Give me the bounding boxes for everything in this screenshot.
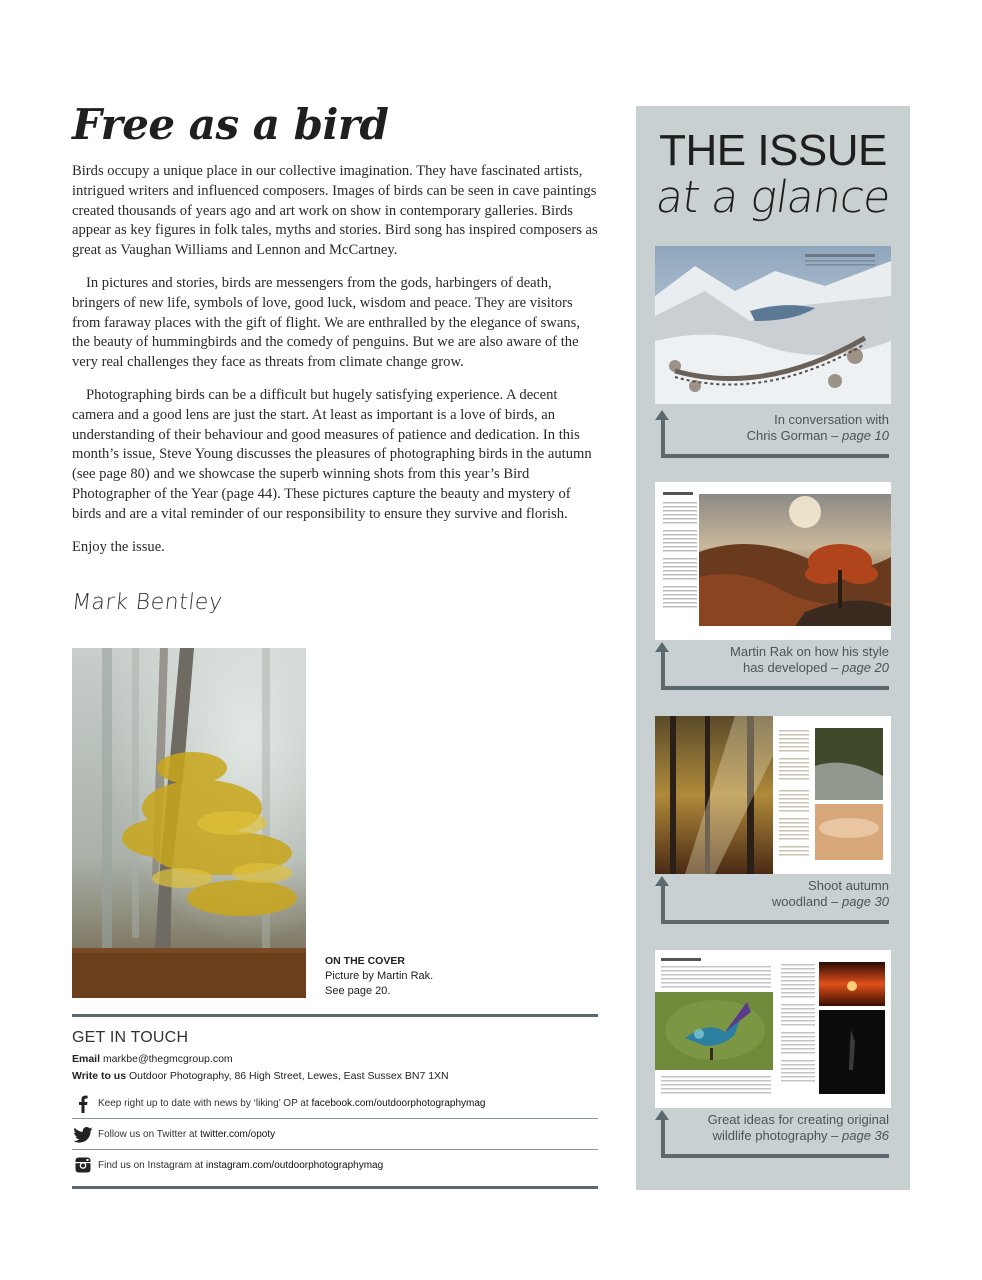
- editorial-signoff: Enjoy the issue.: [72, 538, 165, 555]
- teaser-line-2: woodland – page 30: [771, 894, 889, 909]
- teaser-page: page 36: [842, 1128, 889, 1143]
- contact-bottom-rule: [72, 1186, 598, 1189]
- cover-caption: [325, 954, 433, 999]
- editor-signature: Mark Bentley: [70, 590, 224, 615]
- issue-at-a-glance-panel: [636, 106, 910, 1190]
- teaser-text: [747, 412, 889, 444]
- glance-thumb-1[interactable]: [655, 246, 891, 404]
- teaser-underline: [661, 920, 889, 924]
- cover-caption-title: ON THE COVER: [325, 955, 405, 967]
- teaser-line-2: has developed – page 20: [742, 660, 889, 675]
- glance-thumb-2[interactable]: [655, 482, 891, 640]
- panel-subtitle: at a glance: [652, 172, 894, 223]
- twitter-row: [72, 1120, 598, 1150]
- editorial-paragraph: Photographing birds can be a difficult but hugely satisfying experience. A decent camera and a good lens are just the start. At least as important is a love of birds, an understanding of their behaviour and good measures of patience and dedication. In this month’s issue, Steve Young discusses the pleasures of photographing birds in the autumn (see page 80) and we showcase the superb winning shots from this year’s Bird Photographer of the Year (page 44). These pictures capture the beauty and mystery of birds and are a vital reminder of our responsibility to ensure they survive and florish.: [72, 386, 592, 522]
- teaser-arrow-stem: [661, 420, 665, 458]
- instagram-link[interactable]: instagram.com/outdoorphotographymag: [205, 1159, 384, 1171]
- teaser-line-1: Great ideas for creating original: [707, 1112, 889, 1127]
- teaser-line-1: In conversation with: [774, 412, 889, 427]
- editorial-body: [72, 162, 598, 570]
- contact-write-label: Write to us: [72, 1070, 127, 1082]
- glance-teaser-4[interactable]: [655, 1110, 891, 1158]
- teaser-line-1: Martin Rak on how his style: [730, 644, 889, 659]
- teaser-arrow-stem: [661, 652, 665, 690]
- glance-teaser-1[interactable]: [655, 410, 891, 458]
- facebook-icon: [72, 1093, 94, 1115]
- contact-heading: GET IN TOUCH: [72, 1029, 189, 1046]
- teaser-arrow-stem: [661, 886, 665, 924]
- editorial-headline: Free as a bird: [72, 100, 389, 149]
- teaser-text: [772, 878, 889, 910]
- instagram-text: Find us on Instagram at: [98, 1159, 204, 1171]
- facebook-row: [72, 1089, 598, 1119]
- cover-caption-credit: Picture by Martin Rak.: [325, 970, 434, 982]
- contact-email-link[interactable]: markbe@thegmcgroup.com: [102, 1053, 233, 1065]
- teaser-line-1: Shoot autumn: [808, 878, 889, 893]
- contact-top-rule: [72, 1014, 598, 1017]
- glance-thumb-4[interactable]: [655, 950, 891, 1108]
- teaser-line-2: wildlife photography – page 36: [712, 1128, 889, 1143]
- teaser-text: [730, 644, 889, 676]
- teaser-line-2: Chris Gorman – page 10: [746, 428, 889, 443]
- editorial-paragraph: Birds occupy a unique place in our collective imagination. They have fascinated artists, intrigued writers and influenced composers. Images of birds can be seen in cave paintings created thousands of years ago and art work on show in contemporary galleries. Birds appear as key figures in folk tales, myths and stories. Bird song has inspired composers as great as Vaughan Williams and Lennon and McCartney.: [72, 163, 598, 259]
- teaser-underline: [661, 1154, 889, 1158]
- teaser-page: page 10: [842, 428, 889, 443]
- instagram-row: [72, 1150, 598, 1180]
- teaser-underline: [661, 686, 889, 690]
- glance-thumb-3[interactable]: [655, 716, 891, 874]
- editorial-paragraph: In pictures and stories, birds are messengers from the gods, harbingers of death, bringers of new life, symbols of love, good luck, wisdom and peace. They are visitors from faraway places with the gift of flight. We are enthralled by the elegance of swans, the beauty of hummingbirds and the comedy of penguins. But we are also aware of the very real challenges they face as threats from climate change grow.: [72, 274, 580, 371]
- facebook-text: Keep right up to date with news by ‘liking’ OP at: [98, 1098, 309, 1109]
- facebook-link[interactable]: facebook.com/outdoorphotographymag: [311, 1098, 486, 1109]
- teaser-page: page 30: [842, 894, 889, 909]
- glance-teaser-3[interactable]: [655, 876, 891, 924]
- twitter-link[interactable]: twitter.com/opoty: [200, 1129, 276, 1140]
- instagram-icon: [72, 1154, 94, 1176]
- contact-address: Outdoor Photography, 86 High Street, Lewes, East Sussex BN7 1XN: [128, 1070, 449, 1082]
- twitter-text: Follow us on Twitter at: [98, 1129, 198, 1140]
- twitter-icon: [72, 1124, 94, 1146]
- contact-address-line: [72, 1070, 449, 1082]
- contact-email-label: Email: [72, 1053, 101, 1065]
- contact-email-line: [72, 1053, 233, 1065]
- teaser-page: page 20: [842, 660, 889, 675]
- teaser-arrow-stem: [661, 1120, 665, 1158]
- panel-title: THE ISSUE: [659, 126, 887, 175]
- cover-photo: [72, 648, 306, 998]
- teaser-underline: [661, 454, 889, 458]
- glance-teaser-2[interactable]: [655, 642, 891, 690]
- teaser-text: [708, 1112, 889, 1144]
- cover-caption-page: See page 20.: [325, 985, 391, 997]
